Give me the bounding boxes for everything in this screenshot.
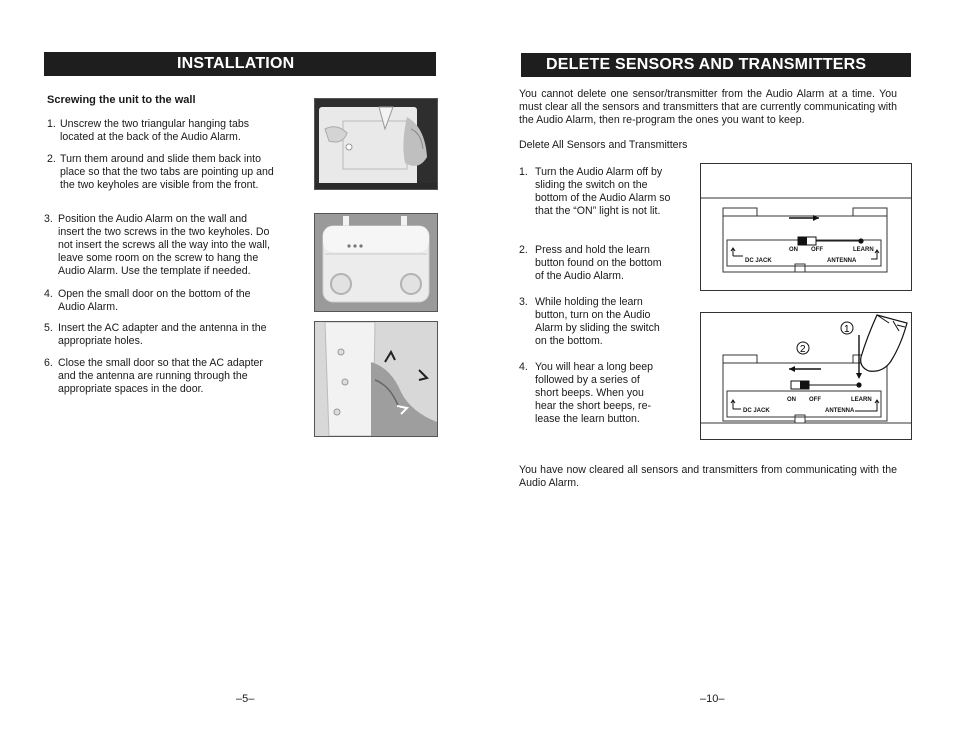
learn-on-diagram	[700, 312, 912, 440]
callout-1: 1	[844, 324, 850, 335]
left-page-number: –5–	[236, 693, 255, 705]
step-number: 2.	[519, 244, 528, 256]
switch-off-diagram	[700, 163, 912, 291]
callout-2: 2	[800, 344, 806, 355]
step-text: Unscrew the two triangular hanging tabs located at the back of the Audio Alarm.	[60, 118, 250, 143]
step-text: Press and hold the learn button found on the bottom of the Audio Alarm.	[535, 244, 662, 282]
antenna-label: ANTENNA	[827, 258, 857, 264]
learn-label: LEARN	[853, 247, 874, 253]
photo-insert-adapter	[314, 321, 438, 437]
learn-label: LEARN	[851, 397, 872, 403]
photo-back-tabs-drawing	[315, 99, 437, 189]
learn-on-diagram-drawing	[701, 313, 911, 439]
photo-front-unit	[314, 213, 438, 312]
step-number: 3.	[44, 213, 53, 225]
step-number: 4.	[519, 361, 528, 373]
step-text: Turn the Audio Alarm off by sliding the switch on the bottom of the Audio Alarm so that the “ON” light is not lit.	[535, 166, 671, 217]
step-text: Turn them around and slide them back into place so that the two tabs are pointing up and the two keyholes are visible from the front.	[60, 153, 274, 191]
switch-off-diagram-drawing	[701, 164, 911, 290]
step-number: 6.	[44, 357, 53, 369]
step-number: 3.	[519, 296, 528, 308]
right-page-number: –10–	[700, 693, 725, 705]
delete-closing: You have now cleared all sensors and transmitters from communicating with the Audio Alarm.	[519, 464, 897, 489]
antenna-label: ANTENNA	[825, 408, 855, 414]
step-number: 4.	[44, 288, 53, 300]
step-text: Open the small door on the bottom of the Audio Alarm.	[58, 288, 251, 313]
step-text: You will hear a long beep followed by a series of short beeps. When you hear the short beeps, re-lease the learn button.	[535, 361, 653, 425]
delete-sensors-heading-text: DELETE SENSORS AND TRANSMITTERS	[546, 56, 867, 73]
delete-all-subheading: Delete All Sensors and Transmitters	[519, 139, 688, 151]
step-text: Insert the AC adapter and the antenna in the appropriate holes.	[58, 322, 267, 347]
step-text: Close the small door so that the AC adapter and the antenna are running through the appropriate spaces in the door.	[58, 357, 263, 395]
step-number: 5.	[44, 322, 53, 334]
photo-front-unit-drawing	[315, 214, 437, 311]
step-number: 2.	[47, 153, 56, 165]
delete-sensors-heading	[521, 53, 911, 77]
photo-back-tabs	[314, 98, 438, 190]
step-number: 1.	[519, 166, 528, 178]
step-text: While holding the learn button, turn on the Audio Alarm by sliding the switch on the bottom.	[535, 296, 660, 347]
step-text: Position the Audio Alarm on the wall and insert the two screws in the two keyholes. Do not insert the screws all the way into the wall, leave some room on the screw to hang the Audio Alarm. Use the template if needed.	[58, 213, 270, 277]
photo-insert-adapter-drawing	[315, 322, 437, 436]
dc-jack-label: DC JACK	[743, 408, 770, 414]
screwing-subheading: Screwing the unit to the wall	[47, 94, 196, 106]
installation-heading-text: INSTALLATION	[177, 55, 295, 72]
on-label: ON	[789, 247, 798, 253]
delete-intro: You cannot delete one sensor/transmitter from the Audio Alarm at a time. You must clear all the sensors and transmitters that are currently communicating with the Audio Alarm, then re-program the ones you want to keep.	[519, 88, 897, 126]
step-number: 1.	[47, 118, 56, 130]
off-label: OFF	[809, 397, 821, 403]
dc-jack-label: DC JACK	[745, 258, 772, 264]
off-label: OFF	[811, 247, 823, 253]
on-label: ON	[787, 397, 796, 403]
installation-heading	[44, 52, 436, 76]
